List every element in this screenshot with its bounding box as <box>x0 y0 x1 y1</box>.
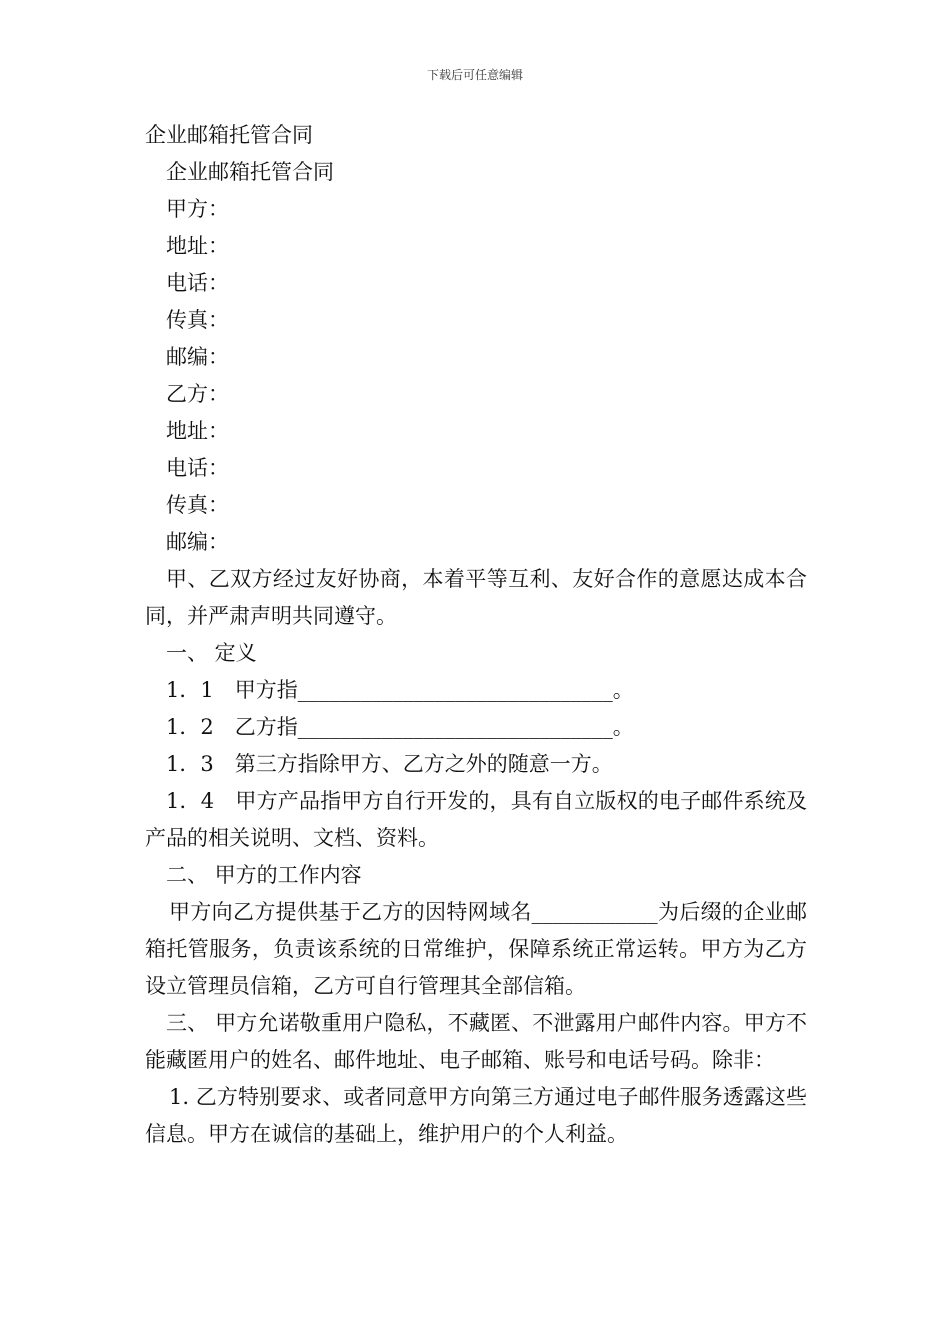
document-subtitle: 企业邮箱托管合同 <box>166 160 334 184</box>
party-b-address: 地址： <box>166 419 229 443</box>
document-body <box>145 117 807 1153</box>
definition-1-3: 1．3 第三方指除甲方、乙方之外的随意一方。 <box>166 752 613 776</box>
section-1-heading: 一、 定义 <box>166 641 257 665</box>
party-a-label: 甲方： <box>166 197 229 221</box>
section-3-item-1: 1. 乙方特别要求、或者同意甲方向第三方通过电子邮件服务透露这些信息。甲方在诚信的基础上，维护用户的个人利益。 <box>145 1085 807 1146</box>
party-b-label: 乙方： <box>166 382 229 406</box>
definition-1-4: 1．4 甲方产品指甲方自行开发的，具有自立版权的电子邮件系统及产品的相关说明、文档、资料。 <box>145 789 807 850</box>
section-2-heading: 二、 甲方的工作内容 <box>166 863 362 887</box>
section-3-body: 三、 甲方允诺敬重用户隐私，不藏匿、不泄露用户邮件内容。甲方不能藏匿用户的姓名、邮件地址、电子邮箱、账号和电话号码。除非： <box>145 1011 807 1072</box>
intro-paragraph: 甲、乙双方经过友好协商，本着平等互利、友好合作的意愿达成本合同，并严肃声明共同遵守。 <box>145 567 807 628</box>
definition-1-2: 1．2 乙方指______________________________。 <box>166 715 634 739</box>
party-b-postcode: 邮编： <box>166 530 229 554</box>
party-a-fax: 传真： <box>166 308 229 332</box>
document-title: 企业邮箱托管合同 <box>145 123 313 147</box>
page-header: 下载后可任意编辑 <box>426 68 523 82</box>
section-2-body: 甲方向乙方提供基于乙方的因特网域名____________为后缀的企业邮箱托管服务，负责该系统的日常维护，保障系统正常运转。甲方为乙方设立管理员信箱，乙方可自行管理其全部信箱。 <box>145 900 807 998</box>
party-b-fax: 传真： <box>166 493 229 517</box>
party-a-phone: 电话： <box>166 271 229 295</box>
party-a-postcode: 邮编： <box>166 345 229 369</box>
party-b-phone: 电话： <box>166 456 229 480</box>
party-a-address: 地址： <box>166 234 229 258</box>
definition-1-1: 1．1 甲方指______________________________。 <box>166 678 634 702</box>
